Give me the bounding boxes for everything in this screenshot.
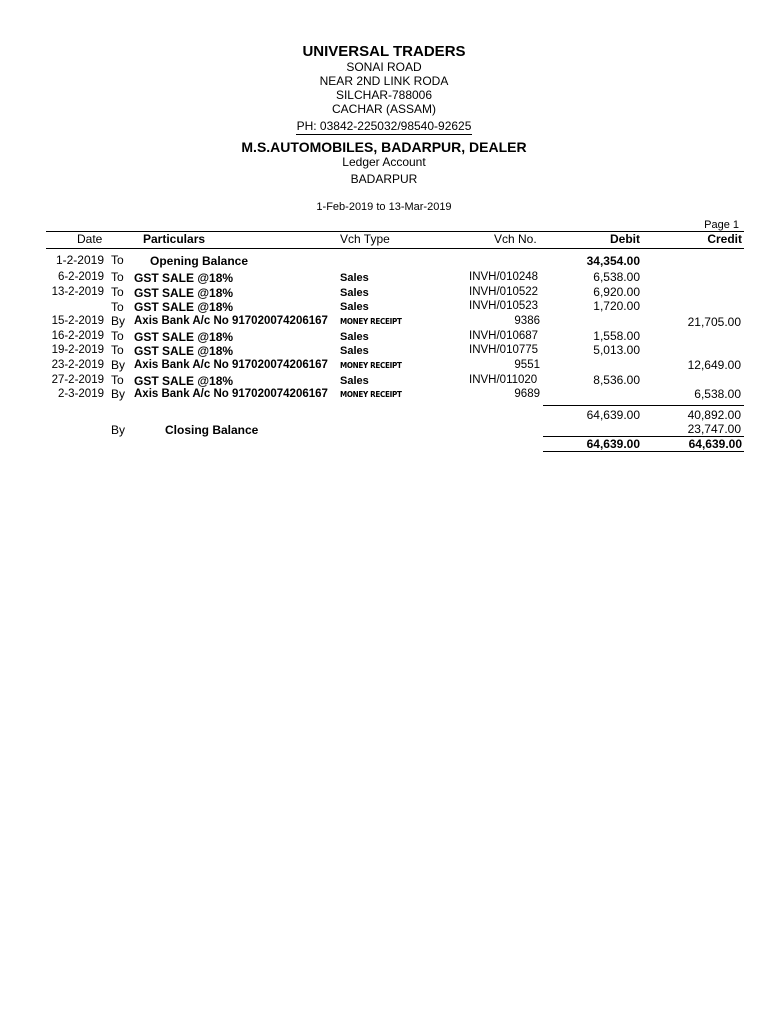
- row-to-by: To: [111, 343, 124, 357]
- closing-credit: 23,747.00: [687, 422, 741, 436]
- row-vch-no: INVH/010522: [469, 286, 539, 298]
- page-number: Page 1: [704, 219, 739, 231]
- address-line-2: NEAR 2ND LINK RODA: [319, 74, 449, 88]
- phone-number: PH: 03842-225032/98540-92625: [296, 119, 472, 133]
- row-to-by: To: [111, 329, 124, 343]
- company-name: UNIVERSAL TRADERS: [302, 43, 466, 60]
- row-vch-no: 9386: [514, 315, 540, 327]
- total-credit: 64,639.00: [688, 437, 742, 451]
- row-credit: 12,649.00: [687, 358, 741, 372]
- address-line-3: SILCHAR-788006: [335, 88, 433, 102]
- row-to-by: By: [111, 358, 126, 372]
- row-vch-type: MONEY RECEIPT: [340, 317, 402, 326]
- row-vch-type: Sales: [340, 301, 369, 313]
- row-vch-no: INVH/011020: [469, 374, 538, 386]
- account-type: Ledger Account: [342, 155, 426, 169]
- row-date: 19-2-2019: [51, 344, 104, 356]
- row-debit: 1,720.00: [593, 299, 640, 313]
- row-date: 13-2-2019: [51, 286, 104, 298]
- row-date: 23-2-2019: [51, 359, 104, 371]
- col-debit: Debit: [610, 232, 640, 246]
- row-date: 6-2-2019: [57, 271, 104, 283]
- address-line-1: SONAI ROAD: [346, 60, 422, 74]
- phone-line: [0, 117, 768, 135]
- subtotal-rule: [543, 405, 744, 406]
- row-vch-type: Sales: [340, 287, 369, 299]
- row-to-by: To: [111, 270, 124, 284]
- total-debit: 64,639.00: [586, 437, 640, 451]
- subtotal-credit: 40,892.00: [687, 408, 741, 422]
- row-particulars: GST SALE @18%: [134, 300, 234, 314]
- row-date: 16-2-2019: [51, 330, 104, 342]
- party-location: BADARPUR: [350, 172, 418, 186]
- row-vch-type: Sales: [340, 272, 369, 284]
- row-debit: 6,920.00: [593, 285, 640, 299]
- col-credit: Credit: [707, 232, 742, 246]
- col-particulars: Particulars: [143, 232, 206, 246]
- row-particulars: GST SALE @18%: [134, 271, 234, 285]
- row-vch-no: INVH/010523: [469, 300, 539, 312]
- row-credit: 6,538.00: [694, 387, 741, 401]
- row-particulars: GST SALE @18%: [134, 374, 234, 388]
- row-date: 15-2-2019: [51, 315, 104, 327]
- row-vch-no: INVH/010687: [469, 330, 539, 342]
- row-vch-type: Sales: [340, 331, 369, 343]
- row-to-by: To: [111, 285, 124, 299]
- subtotal-debit: 64,639.00: [586, 408, 640, 422]
- row-debit: 8,536.00: [593, 373, 640, 387]
- row-credit: 21,705.00: [687, 315, 741, 329]
- col-vch-no: Vch No.: [494, 232, 537, 246]
- opening-debit: 34,354.00: [586, 254, 640, 268]
- row-debit: 1,558.00: [593, 329, 640, 343]
- row-to-by: To: [111, 300, 124, 314]
- row-vch-no: 9551: [514, 359, 540, 371]
- opening-date: 1-2-2019: [55, 253, 104, 267]
- row-vch-type: MONEY RECEIPT: [340, 390, 402, 399]
- row-particulars: Axis Bank A/c No 917020074206167: [134, 388, 328, 400]
- header-bottom-rule: [46, 248, 744, 249]
- row-debit: 5,013.00: [593, 343, 640, 357]
- col-vch-type: Vch Type: [340, 232, 390, 246]
- col-date: Date: [77, 232, 103, 246]
- opening-label: Opening Balance: [150, 254, 249, 268]
- row-particulars: Axis Bank A/c No 917020074206167: [134, 315, 328, 327]
- row-particulars: GST SALE @18%: [134, 344, 234, 358]
- total-bottom-rule: [543, 451, 744, 452]
- opening-to-by: To: [111, 253, 124, 267]
- row-vch-type: Sales: [340, 345, 369, 357]
- row-to-by: To: [111, 373, 124, 387]
- row-vch-type: Sales: [340, 375, 369, 387]
- row-vch-no: 9689: [514, 388, 540, 400]
- address-line-4: CACHAR (ASSAM): [331, 102, 436, 116]
- party-name: M.S.AUTOMOBILES, BADARPUR, DEALER: [241, 139, 527, 155]
- row-debit: 6,538.00: [593, 270, 640, 284]
- row-date: 2-3-2019: [57, 388, 104, 400]
- row-vch-no: INVH/010775: [469, 344, 539, 356]
- row-date: 27-2-2019: [51, 374, 104, 386]
- row-particulars: GST SALE @18%: [134, 330, 234, 344]
- row-vch-no: INVH/010248: [469, 271, 539, 283]
- row-particulars: GST SALE @18%: [134, 286, 234, 300]
- report-period: 1-Feb-2019 to 13-Mar-2019: [316, 201, 452, 213]
- closing-label: Closing Balance: [165, 423, 259, 437]
- row-to-by: By: [111, 314, 126, 328]
- row-vch-type: MONEY RECEIPT: [340, 361, 402, 370]
- row-particulars: Axis Bank A/c No 917020074206167: [134, 359, 328, 371]
- row-to-by: By: [111, 387, 126, 401]
- closing-to-by: By: [111, 423, 126, 437]
